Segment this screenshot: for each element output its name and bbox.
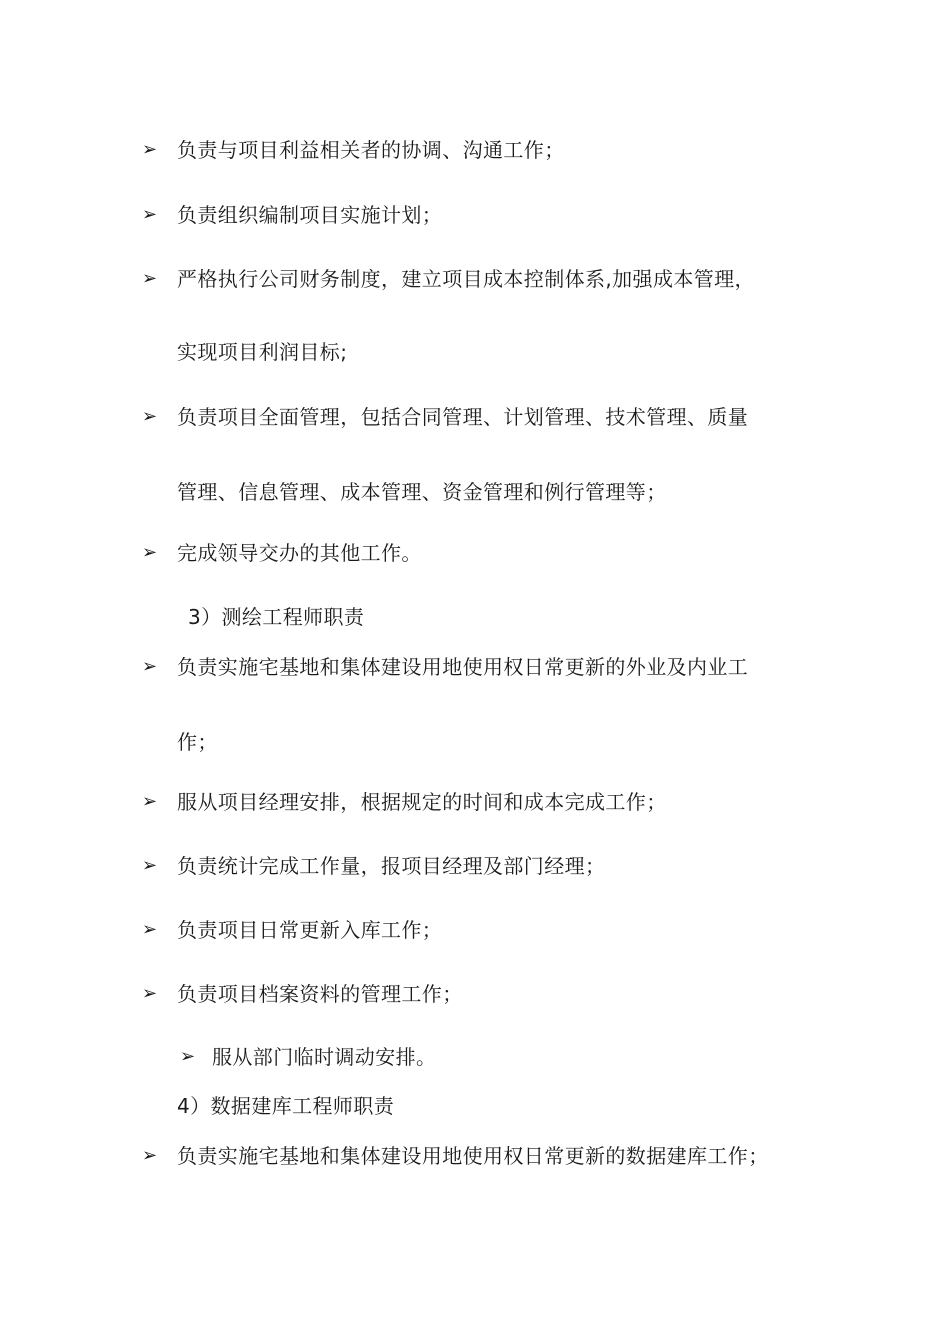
bullet-icon: ➢ [142,139,158,160]
list-item-continuation: 作； [177,730,218,754]
list-item: 负责实施宅基地和集体建设用地使用权日常更新的外业及内业工 [177,655,749,679]
list-item: 负责与项目利益相关者的协调、沟通工作； [177,138,565,162]
bullet-icon: ➢ [142,542,158,563]
list-item: 负责组织编制项目实施计划； [177,203,443,227]
bullet-icon: ➢ [142,791,158,812]
list-item: 负责实施宅基地和集体建设用地使用权日常更新的数据建库工作； [177,1144,769,1168]
section-heading: 3）测绘工程师职责 [188,605,365,629]
bullet-icon: ➢ [142,919,158,940]
bullet-icon: ➢ [142,983,158,1004]
bullet-icon: ➢ [142,656,158,677]
bullet-icon: ➢ [142,406,158,427]
bullet-icon: ➢ [142,204,158,225]
bullet-icon: ➢ [142,268,158,289]
list-item: 负责项目日常更新入库工作； [177,918,443,942]
list-item: 严格执行公司财务制度，建立项目成本控制体系,加强成本管理， [177,267,755,291]
list-item: 服从项目经理安排，根据规定的时间和成本完成工作； [177,790,667,814]
bullet-icon: ➢ [142,1145,158,1166]
list-item: 负责项目档案资料的管理工作； [177,982,463,1006]
list-item: 服从部门临时调动安排。 [212,1045,437,1069]
bullet-icon: ➢ [142,855,158,876]
section-heading: 4）数据建库工程师职责 [177,1094,395,1118]
list-item-continuation: 管理、信息管理、成本管理、资金管理和例行管理等； [177,480,667,504]
list-item: 完成领导交办的其他工作。 [177,541,422,565]
list-item: 负责统计完成工作量，报项目经理及部门经理； [177,854,606,878]
list-item-continuation: 实现项目利润目标; [177,340,348,364]
bullet-icon: ➢ [180,1046,196,1067]
list-item: 负责项目全面管理，包括合同管理、计划管理、技术管理、质量 [177,405,749,429]
